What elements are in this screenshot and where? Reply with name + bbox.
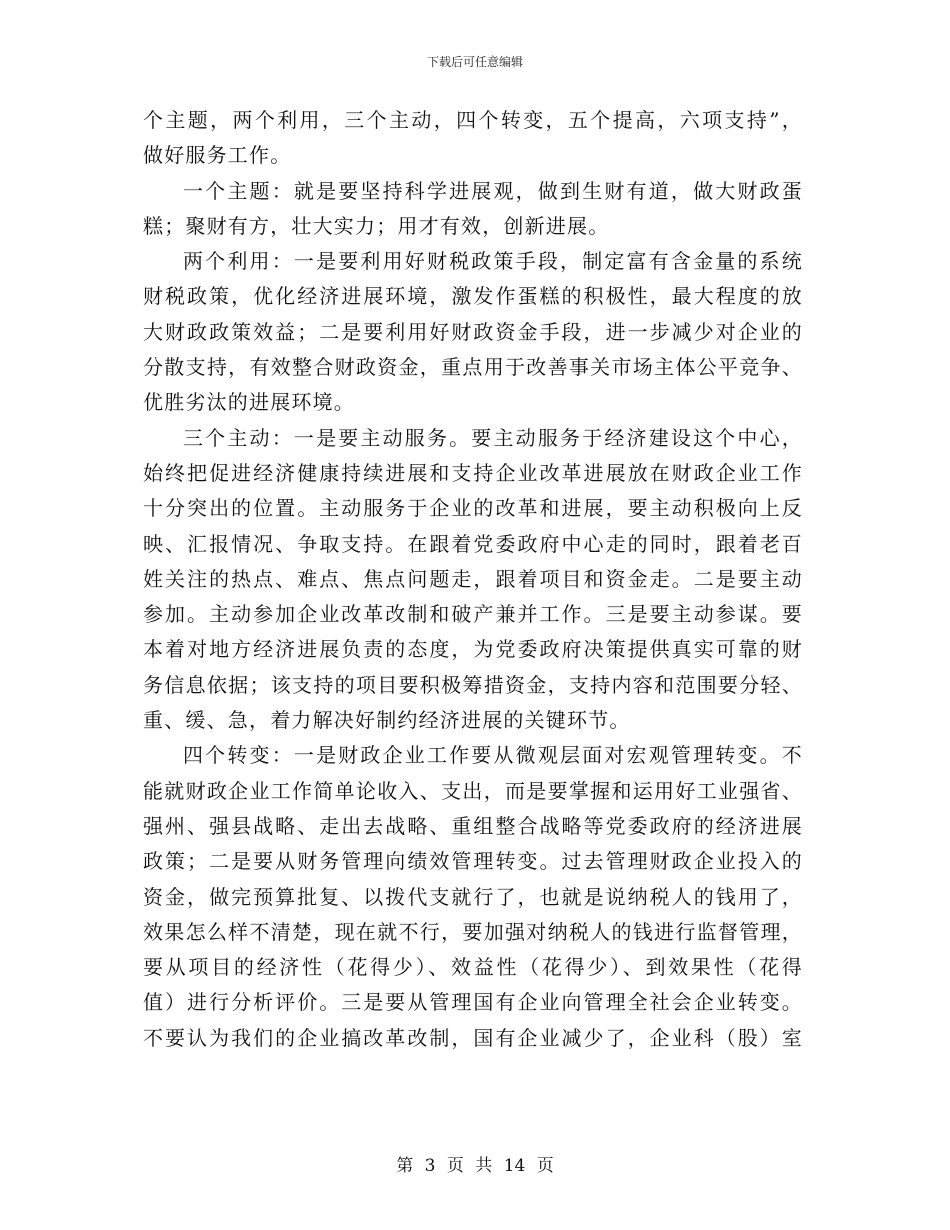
text-line: 财税政策，优化经济进展环境，激发作蛋糕的积极性，最大程度的放 — [143, 284, 803, 309]
text-line: 个主题，两个利用，三个主动，四个转变，五个提高，六项支持”， — [143, 108, 803, 132]
body-text — [143, 103, 803, 1056]
text-line: 大财政政策效益；二是要利用好财政资金手段，进一步减少对企业的 — [143, 319, 803, 344]
paragraph-first-line: 四个转变：一是财政企业工作要从微观层面对宏观管理转变。不 — [183, 743, 803, 768]
paragraph-first-line: 三个主动：一是要主动服务。要主动服务于经济建设这个中心， — [183, 425, 803, 450]
text-line: 效果怎么样不清楚，现在就不行，要加强对纳税人的钱进行监督管理， — [143, 919, 803, 944]
text-line: 本着对地方经济进展负责的态度，为党委政府决策提供真实可靠的财 — [143, 637, 803, 662]
text-line: 重、缓、急，着力解决好制约经济进展的关键环节。 — [143, 708, 631, 733]
text-line: 十分突出的位置。主动服务于企业的改革和进展，要主动积极向上反 — [143, 496, 803, 521]
text-line: 姓关注的热点、难点、焦点问题走，跟着项目和资金走。二是要主动 — [143, 566, 803, 591]
page-header: 下载后可任意编辑 — [426, 55, 523, 69]
text-line: 资金，做完预算批复、以拨代支就行了，也就是说纳税人的钱用了， — [143, 884, 803, 909]
text-line: 能就财政企业工作简单论收入、支出，而是要掌握和运用好工业强省、 — [143, 778, 803, 803]
text-line: 优胜劣汰的进展环境。 — [143, 390, 355, 415]
text-line: 政策；二是要从财务管理向绩效管理转变。过去管理财政企业投入的 — [143, 849, 803, 874]
text-line: 始终把促进经济健康持续进展和支持企业改革进展放在财政企业工作 — [143, 460, 803, 485]
text-line: 分散支持，有效整合财政资金，重点用于改善事关市场主体公平竞争、 — [143, 355, 803, 380]
text-line: 做好服务工作。 — [143, 143, 292, 168]
text-line: 要从项目的经济性（花得少）、效益性（花得少）、到效果性（花得 — [143, 955, 803, 980]
text-line: 参加。主动参加企业改革改制和破产兼并工作。三是要主动参谋。要 — [143, 602, 803, 627]
text-line: 强州、强县战略、走出去战略、重组整合战略等党委政府的经济进展 — [143, 813, 803, 838]
text-line: 务信息依据；该支持的项目要积极筹措资金，支持内容和范围要分轻、 — [143, 672, 803, 697]
page-number: 第 3 页 共 14 页 — [396, 1156, 554, 1176]
text-line: 不要认为我们的企业搞改革改制，国有企业减少了，企业科（股）室 — [143, 1025, 803, 1050]
text-line: 值）进行分析评价。三是要从管理国有企业向管理全社会企业转变。 — [143, 990, 803, 1015]
text-line: 糕；聚财有方，壮大实力；用才有效，创新进展。 — [143, 213, 610, 238]
paragraph-first-line: 两个利用：一是要利用好财税政策手段，制定富有含金量的系统 — [183, 249, 803, 274]
paragraph-first-line: 一个主题：就是要坚持科学进展观，做到生财有道，做大财政蛋 — [183, 178, 803, 203]
text-line: 映、汇报情况、争取支持。在跟着党委政府中心走的同时，跟着老百 — [143, 531, 803, 556]
